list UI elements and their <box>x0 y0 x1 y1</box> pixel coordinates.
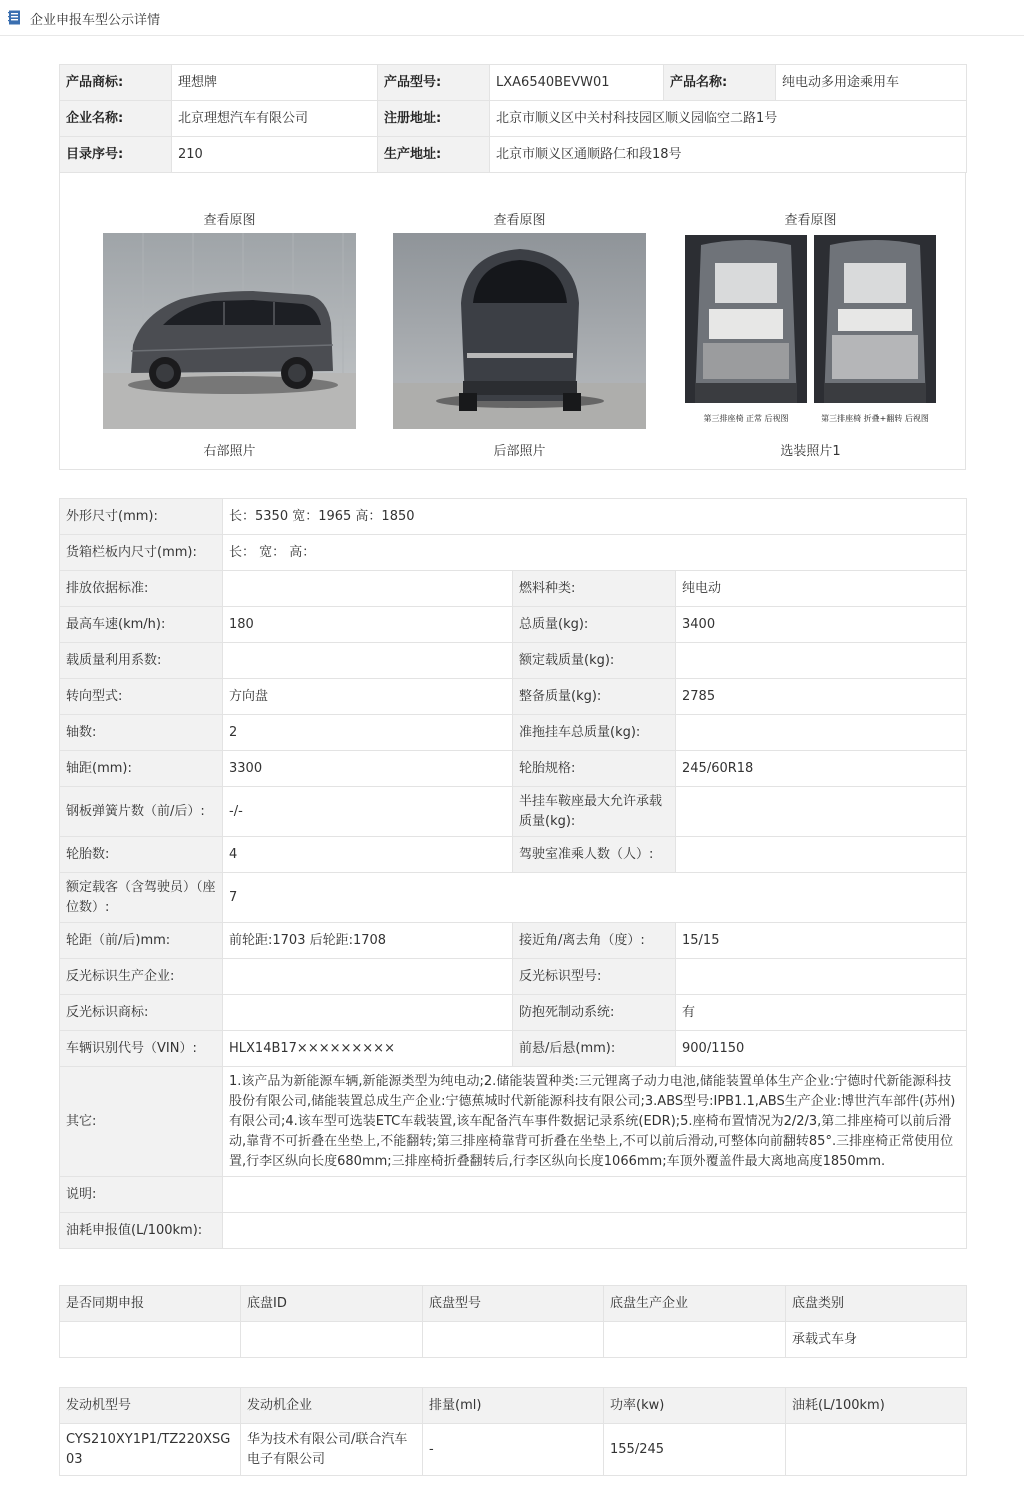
overhang-value: 900/1150 <box>676 1031 967 1067</box>
approach-angle-value: 15/15 <box>676 923 967 959</box>
basic-info-table <box>59 64 967 173</box>
chassis-cell <box>60 1322 241 1358</box>
engine-cell: CYS210XY1P1/TZ220XSG03 <box>60 1424 241 1476</box>
seats-label: 额定载客（含驾驶员）（座位数）: <box>60 873 223 923</box>
wheelbase-label: 轴距(mm): <box>60 751 223 787</box>
other-label: 其它: <box>60 1067 223 1177</box>
rated-load-value <box>676 643 967 679</box>
cab-capacity-value <box>676 837 967 873</box>
page-title: 企业申报车型公示详情 <box>30 13 161 28</box>
cargo-dims-value: 长： 宽： 高： <box>223 535 967 571</box>
engine-header: 功率(kw) <box>604 1388 786 1424</box>
optional-photo[interactable] <box>684 233 937 429</box>
spring-leaves-label: 钢板弹簧片数（前/后）: <box>60 787 223 837</box>
product-name-label: 产品名称: <box>664 65 776 101</box>
engine-cell: 155/245 <box>604 1424 786 1476</box>
steering-label: 转向型式: <box>60 679 223 715</box>
chassis-cell: 承载式车身 <box>786 1322 967 1358</box>
curb-mass-label: 整备质量(kg): <box>513 679 676 715</box>
spring-leaves-value: -/- <box>223 787 513 837</box>
reflector-maker-label: 反光标识生产企业: <box>60 959 223 995</box>
photo-sublabel-left: 第三排座椅 正常 后视图 <box>703 414 789 423</box>
reflector-model-label: 反光标识型号: <box>513 959 676 995</box>
brand-label: 产品商标: <box>60 65 172 101</box>
engine-cell: - <box>423 1424 604 1476</box>
rated-load-label: 额定载质量(kg): <box>513 643 676 679</box>
vin-value: HLX14B17××××××××× <box>223 1031 513 1067</box>
fuel-consumption-value <box>223 1213 967 1249</box>
photo-caption: 选装照片1 <box>780 444 841 459</box>
cab-capacity-label: 驾驶室准乘人数（人）: <box>513 837 676 873</box>
abs-label: 防抱死制动系统: <box>513 995 676 1031</box>
max-speed-value: 180 <box>223 607 513 643</box>
chassis-header: 底盘类别 <box>786 1286 967 1322</box>
engine-cell <box>786 1424 967 1476</box>
right-side-photo[interactable] <box>103 233 356 429</box>
chassis-header: 底盘生产企业 <box>604 1286 786 1322</box>
view-original-link[interactable]: 查看原图 <box>493 213 546 228</box>
tire-spec-value: 245/60R18 <box>676 751 967 787</box>
dimensions-label: 外形尺寸(mm): <box>60 499 223 535</box>
company-label: 企业名称: <box>60 101 172 137</box>
curb-mass-value: 2785 <box>676 679 967 715</box>
photo-panel <box>59 173 966 470</box>
reflector-brand-label: 反光标识商标: <box>60 995 223 1031</box>
fuel-type-value: 纯电动 <box>676 571 967 607</box>
photo-caption: 后部照片 <box>493 444 546 459</box>
reflector-brand-value <box>223 995 513 1031</box>
chassis-cell <box>423 1322 604 1358</box>
chassis-header: 底盘ID <box>241 1286 423 1322</box>
prod-address-value: 北京市顺义区通顺路仁和段18号 <box>490 137 967 173</box>
emission-value <box>223 571 513 607</box>
engine-cell: 华为技术有限公司/联合汽车电子有限公司 <box>241 1424 423 1476</box>
dimensions-value: 长：5350 宽：1965 高：1850 <box>223 499 967 535</box>
max-speed-label: 最高车速(km/h): <box>60 607 223 643</box>
parameters-table <box>59 498 967 1249</box>
note-label: 说明: <box>60 1177 223 1213</box>
trailer-mass-label: 准拖挂车总质量(kg): <box>513 715 676 751</box>
reg-address-value: 北京市顺义区中关村科技园区顺义园临空二路1号 <box>490 101 967 137</box>
wheelbase-value: 3300 <box>223 751 513 787</box>
document-icon <box>8 10 21 25</box>
saddle-load-label: 半挂车鞍座最大允许承载质量(kg): <box>513 787 676 837</box>
product-name-value: 纯电动多用途乘用车 <box>776 65 967 101</box>
vin-label: 车辆识别代号（VIN）: <box>60 1031 223 1067</box>
reflector-model-value <box>676 959 967 995</box>
engine-table <box>59 1387 967 1476</box>
steering-value: 方向盘 <box>223 679 513 715</box>
tire-count-value: 4 <box>223 837 513 873</box>
chassis-cell <box>604 1322 786 1358</box>
chassis-table <box>59 1285 967 1358</box>
overhang-label: 前悬/后悬(mm): <box>513 1031 676 1067</box>
reflector-maker-value <box>223 959 513 995</box>
approach-angle-label: 接近角/离去角（度）: <box>513 923 676 959</box>
rear-photo[interactable] <box>393 233 646 429</box>
page-header <box>0 0 1024 36</box>
gross-mass-label: 总质量(kg): <box>513 607 676 643</box>
engine-header: 发动机型号 <box>60 1388 241 1424</box>
tire-spec-label: 轮胎规格: <box>513 751 676 787</box>
company-value: 北京理想汽车有限公司 <box>172 101 378 137</box>
model-label: 产品型号: <box>378 65 490 101</box>
emission-label: 排放依据标准: <box>60 571 223 607</box>
fuel-consumption-label: 油耗申报值(L/100km): <box>60 1213 223 1249</box>
photo-sublabel-right: 第三排座椅 折叠+翻转 后视图 <box>821 414 929 423</box>
cargo-dims-label: 货箱栏板内尺寸(mm): <box>60 535 223 571</box>
catalog-label: 目录序号: <box>60 137 172 173</box>
model-value: LXA6540BEVW01 <box>490 65 664 101</box>
catalog-value: 210 <box>172 137 378 173</box>
engine-header: 排量(ml) <box>423 1388 604 1424</box>
chassis-cell <box>241 1322 423 1358</box>
load-coef-value <box>223 643 513 679</box>
gross-mass-value: 3400 <box>676 607 967 643</box>
track-value: 前轮距:1703 后轮距:1708 <box>223 923 513 959</box>
load-coef-label: 载质量利用系数: <box>60 643 223 679</box>
photo-caption: 右部照片 <box>203 444 256 459</box>
view-original-link[interactable]: 查看原图 <box>203 213 256 228</box>
brand-value: 理想牌 <box>172 65 378 101</box>
axles-label: 轴数: <box>60 715 223 751</box>
fuel-type-label: 燃料种类: <box>513 571 676 607</box>
abs-value: 有 <box>676 995 967 1031</box>
reg-address-label: 注册地址: <box>378 101 490 137</box>
other-value: 1.该产品为新能源车辆,新能源类型为纯电动;2.储能装置种类:三元锂离子动力电池,储能装置单体生产企业:宁德时代新能源科技股份有限公司,储能装置总成生产企业:宁德蕉城时代新能源科技有限公司;3.ABS型号:IPB1.1,ABS生产企业:博世汽车部件(苏州)有限公司;4.该车型可选装ETC车载装置,该车配备汽车事件数据记录系统(EDR);5.座椅布置情况为2/2/3,第二排座椅可以前后滑动,靠背不可折叠在坐垫上,不能翻转;第三排座椅靠背可折叠在坐垫上,不可以前后滑动,可整体向前翻转85°.三排座椅正常使用位置,行李区纵向长度680mm;三排座椅折叠翻转后,行李区纵向长度1066mm;车顶外覆盖件最大离地高度1850mm. <box>223 1067 967 1177</box>
track-label: 轮距（前/后)mm: <box>60 923 223 959</box>
axles-value: 2 <box>223 715 513 751</box>
chassis-header: 是否同期申报 <box>60 1286 241 1322</box>
seats-value: 7 <box>223 873 967 923</box>
prod-address-label: 生产地址: <box>378 137 490 173</box>
trailer-mass-value <box>676 715 967 751</box>
engine-header: 发动机企业 <box>241 1388 423 1424</box>
note-value <box>223 1177 967 1213</box>
engine-header: 油耗(L/100km) <box>786 1388 967 1424</box>
saddle-load-value <box>676 787 967 837</box>
tire-count-label: 轮胎数: <box>60 837 223 873</box>
view-original-link[interactable]: 查看原图 <box>784 213 837 228</box>
chassis-header: 底盘型号 <box>423 1286 604 1322</box>
